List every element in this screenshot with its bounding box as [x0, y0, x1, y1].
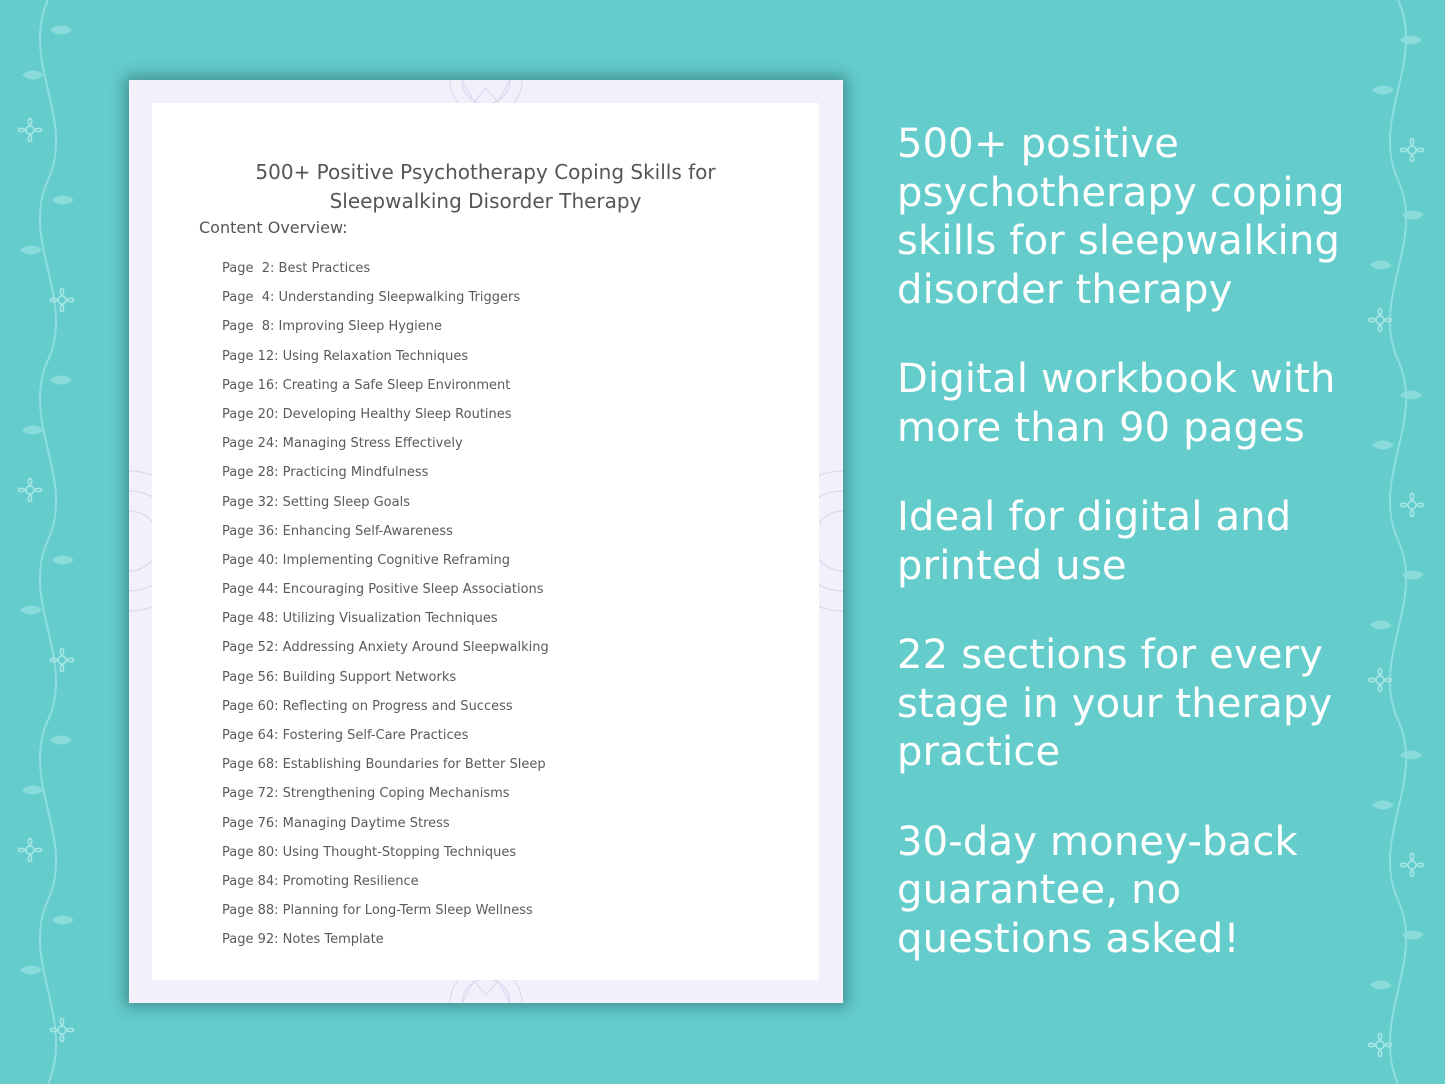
feature-item: Digital workbook with more than 90 pages [897, 356, 1336, 451]
toc-page-number: Page 20: [222, 406, 279, 422]
toc-entry [222, 312, 549, 341]
toc-section-title: Implementing Cognitive Reframing [282, 552, 511, 568]
toc-page-number: Page 28: [222, 465, 279, 481]
toc-page-number: Page 72: [222, 786, 279, 802]
toc-section-title: Utilizing Visualization Techniques [282, 611, 498, 627]
toc-section-title: Understanding Sleepwalking Triggers [278, 290, 521, 306]
toc-entry [222, 896, 549, 925]
toc-entry [222, 254, 549, 283]
toc-page-number: Page 84: [222, 873, 279, 889]
page-sheet [152, 103, 819, 980]
toc-page-number: Page 60: [222, 698, 279, 714]
toc-section-title: Reflecting on Progress and Success [282, 698, 513, 714]
toc-entry [222, 721, 549, 750]
document-title-line-2: Sleepwalking Disorder Therapy [329, 189, 642, 213]
toc-section-title: Notes Template [282, 932, 384, 948]
toc-section-title: Enhancing Self-Awareness [282, 523, 453, 539]
toc-page-number: Page 8: [222, 319, 275, 335]
toc-page-number: Page 48: [222, 611, 279, 627]
toc-entry [222, 750, 549, 779]
toc-entry [222, 517, 549, 546]
toc-section-title: Managing Daytime Stress [282, 815, 450, 831]
toc-entry [222, 575, 549, 604]
toc-entry [222, 867, 549, 896]
toc-page-number: Page 56: [222, 669, 279, 685]
toc-entry [222, 429, 549, 458]
toc-page-number: Page 24: [222, 436, 279, 452]
toc-page-number: Page 80: [222, 844, 279, 860]
toc-entry [222, 488, 549, 517]
document-title [152, 158, 819, 216]
toc-section-title: Best Practices [278, 261, 371, 276]
toc-section-title: Encouraging Positive Sleep Associations [282, 582, 544, 598]
toc-entry [222, 371, 549, 400]
feature-item: 500+ positive psychotherapy coping skills for sleepwalking disorder therapy [897, 121, 1345, 313]
feature-item: 22 sections for every stage in your therapy practice [897, 632, 1333, 775]
workbook-page-preview [129, 80, 843, 1003]
toc-page-number: Page 2: [222, 261, 275, 276]
toc-page-number: Page 68: [222, 757, 279, 773]
table-of-contents [222, 254, 549, 955]
toc-section-title: Creating a Safe Sleep Environment [282, 377, 511, 393]
toc-entry [222, 283, 549, 312]
toc-section-title: Developing Healthy Sleep Routines [282, 406, 512, 422]
toc-page-number: Page 12: [222, 348, 279, 364]
toc-entry [222, 400, 549, 429]
toc-section-title: Planning for Long-Term Sleep Wellness [282, 903, 533, 919]
toc-section-title: Establishing Boundaries for Better Sleep [282, 757, 546, 773]
toc-section-title: Addressing Anxiety Around Sleepwalking [282, 640, 549, 656]
toc-section-title: Promoting Resilience [282, 873, 419, 889]
toc-entry [222, 925, 549, 954]
floral-vine-left-icon [0, 0, 95, 1084]
toc-page-number: Page 4: [222, 290, 275, 306]
toc-page-number: Page 44: [222, 582, 279, 598]
toc-section-title: Building Support Networks [282, 669, 457, 685]
toc-page-number: Page 52: [222, 640, 279, 656]
toc-entry [222, 838, 549, 867]
toc-entry [222, 809, 549, 838]
toc-entry [222, 779, 549, 808]
toc-page-number: Page 32: [222, 494, 279, 510]
toc-page-number: Page 76: [222, 815, 279, 831]
toc-page-number: Page 88: [222, 903, 279, 919]
toc-entry [222, 342, 549, 371]
feature-list [897, 120, 1357, 1004]
toc-section-title: Fostering Self-Care Practices [282, 728, 469, 743]
toc-page-number: Page 36: [222, 523, 279, 539]
toc-section-title: Strengthening Coping Mechanisms [282, 786, 510, 802]
floral-vine-right-icon [1350, 0, 1445, 1084]
toc-entry [222, 692, 549, 721]
toc-page-number: Page 16: [222, 377, 279, 393]
toc-section-title: Using Relaxation Techniques [282, 348, 469, 364]
document-title-line-1: 500+ Positive Psychotherapy Coping Skills for [255, 160, 716, 184]
toc-entry [222, 633, 549, 662]
toc-page-number: Page 64: [222, 728, 279, 743]
feature-item: 30-day money-back guarantee, no questions asked! [897, 818, 1298, 962]
content-overview-heading: Content Overview: [199, 218, 348, 237]
toc-section-title: Practicing Mindfulness [282, 465, 429, 481]
toc-section-title: Setting Sleep Goals [282, 494, 410, 510]
toc-entry [222, 663, 549, 692]
toc-entry [222, 546, 549, 575]
toc-section-title: Using Thought-Stopping Techniques [282, 844, 517, 860]
feature-item: Ideal for digital and printed use [897, 494, 1292, 589]
toc-section-title: Improving Sleep Hygiene [278, 319, 443, 335]
toc-entry [222, 604, 549, 633]
toc-page-number: Page 92: [222, 932, 279, 948]
toc-page-number: Page 40: [222, 552, 279, 568]
toc-section-title: Managing Stress Effectively [282, 436, 463, 452]
toc-entry [222, 458, 549, 487]
